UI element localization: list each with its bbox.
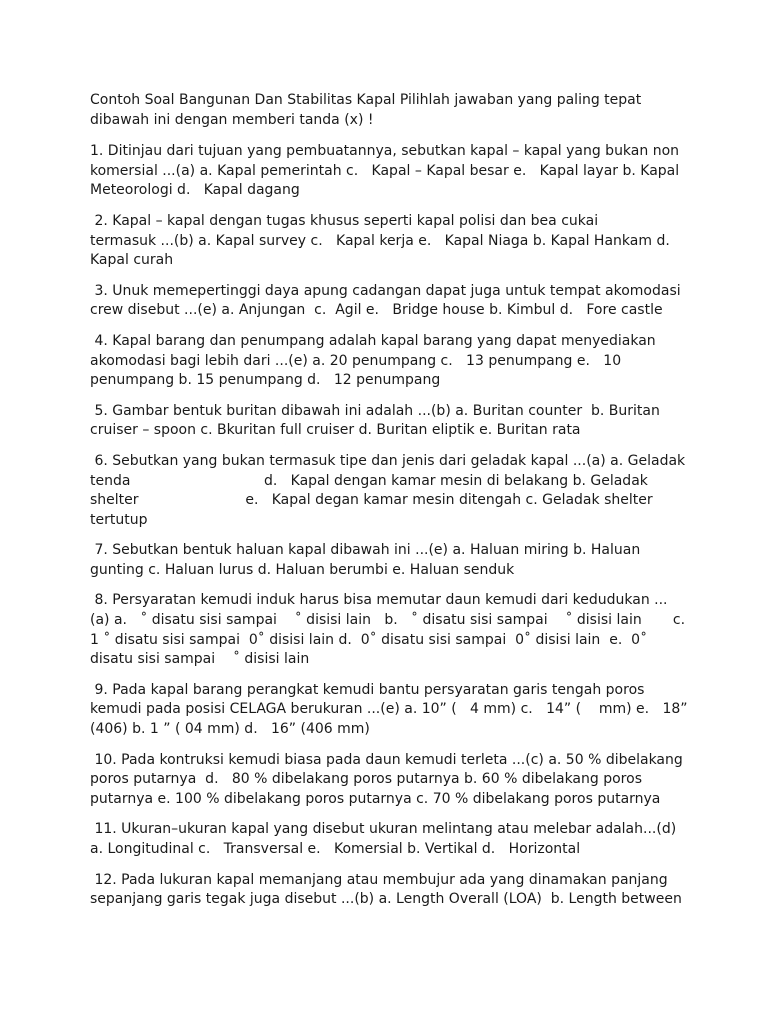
text-line: 11. Ukuran–ukuran kapal yang disebut ukuran melintang atau melebar adalah...(d) [90,821,677,838]
question-9 [90,681,690,740]
text-line: 12. Pada lukuran kapal memanjang atau membujur ada yang dinamakan panjang [90,871,668,888]
text-line: 9. Pada kapal barang perangkat kemudi bantu persyaratan garis tengah poros [90,681,645,698]
text-line: gunting c. Haluan lurus d. Haluan berumbi e. Haluan senduk [90,561,515,578]
text-line: Contoh Soal Bangunan Dan Stabilitas Kapal Pilihlah jawaban yang paling tepat [90,92,642,108]
question-10 [90,751,690,810]
document-title [90,91,690,130]
text-line: kemudi pada posisi CELAGA berukuran ...(e) a. 10” ( 4 mm) c. 14” ( mm) e. 18” [90,701,688,718]
text-line: 6. Sebutkan yang bukan termasuk tipe dan jenis dari geladak kapal ...(a) a. Geladak [90,452,686,469]
text-line: (a) a. ˚ disatu sisi sampai ˚ disisi lain b. ˚ disatu sisi sampai ˚ disisi lain c. [90,612,686,629]
text-line: Meteorologi d. Kapal dagang [90,182,300,199]
text-line: 5. Gambar bentuk buritan dibawah ini adalah ...(b) a. Buritan counter b. Buritan [90,402,660,419]
text-line: 1 ˚ disatu sisi sampai 0˚ disisi lain d. 0˚ disatu sisi sampai 0˚ disisi lain e. 0˚ [90,631,648,648]
text-line: (406) b. 1 ” ( 04 mm) d. 16” (406 mm) [90,721,370,738]
question-6 [90,452,690,530]
text-line: 7. Sebutkan bentuk haluan kapal dibawah ini ...(e) a. Haluan miring b. Haluan [90,542,641,559]
question-1 [90,142,690,201]
document-page [90,91,690,921]
text-line: 4. Kapal barang dan penumpang adalah kapal barang yang dapat menyediakan [90,332,656,349]
question-7 [90,541,690,580]
text-line: a. Longitudinal c. Transversal e. Komersial b. Vertikal d. Horizontal [90,841,581,857]
question-11 [90,820,690,859]
text-line: 2. Kapal – kapal dengan tugas khusus seperti kapal polisi dan bea cukai [90,212,599,229]
text-line: crew disebut ...(e) a. Anjungan c. Agil e. Bridge house b. Kimbul d. Fore castle [90,302,663,319]
question-3 [90,282,690,321]
text-line: tertutup [90,511,148,528]
text-line: termasuk ...(b) a. Kapal survey c. Kapal kerja e. Kapal Niaga b. Kapal Hankam d. [90,232,670,249]
text-line: 1. Ditinjau dari tujuan yang pembuatannya, sebutkan kapal – kapal yang bukan non [90,143,680,160]
question-2 [90,212,690,271]
text-line: shelter e. Kapal degan kamar mesin ditengah c. Geladak shelter [90,492,653,509]
text-line: 8. Persyaratan kemudi induk harus bisa memutar daun kemudi dari kedudukan ... [90,592,668,609]
text-line: poros putarnya d. 80 % dibelakang poros putarnya b. 60 % dibelakang poros [90,771,642,788]
text-line: 10. Pada kontruksi kemudi biasa pada daun kemudi terleta ...(c) a. 50 % dibelakang [90,751,683,768]
text-line: 3. Unuk memepertinggi daya apung cadangan dapat juga untuk tempat akomodasi [90,282,681,299]
text-line: putarnya e. 100 % dibelakang poros putarnya c. 70 % dibelakang poros putarnya [90,790,661,807]
text-line: disatu sisi sampai ˚ disisi lain [90,651,310,668]
text-line: dibawah ini dengan memberi tanda (x) ! [90,111,374,128]
text-line: cruiser – spoon c. Bkuritan full cruiser d. Buritan eliptik e. Buritan rata [90,422,581,439]
question-5 [90,402,690,441]
text-line: sepanjang garis tegak juga disebut ...(b) a. Length Overall (LOA) b. Length between [90,891,682,908]
question-4 [90,332,690,391]
question-12 [90,871,690,910]
text-line: akomodasi bagi lebih dari ...(e) a. 20 penumpang c. 13 penumpang e. 10 [90,352,622,369]
text-line: Kapal curah [90,252,174,269]
text-line: tenda d. Kapal dengan kamar mesin di belakang b. Geladak [90,472,648,489]
text-line: komersial ...(a) a. Kapal pemerintah c. Kapal – Kapal besar e. Kapal layar b. Kapal [90,162,680,179]
question-8 [90,591,690,669]
text-line: penumpang b. 15 penumpang d. 12 penumpang [90,372,441,389]
